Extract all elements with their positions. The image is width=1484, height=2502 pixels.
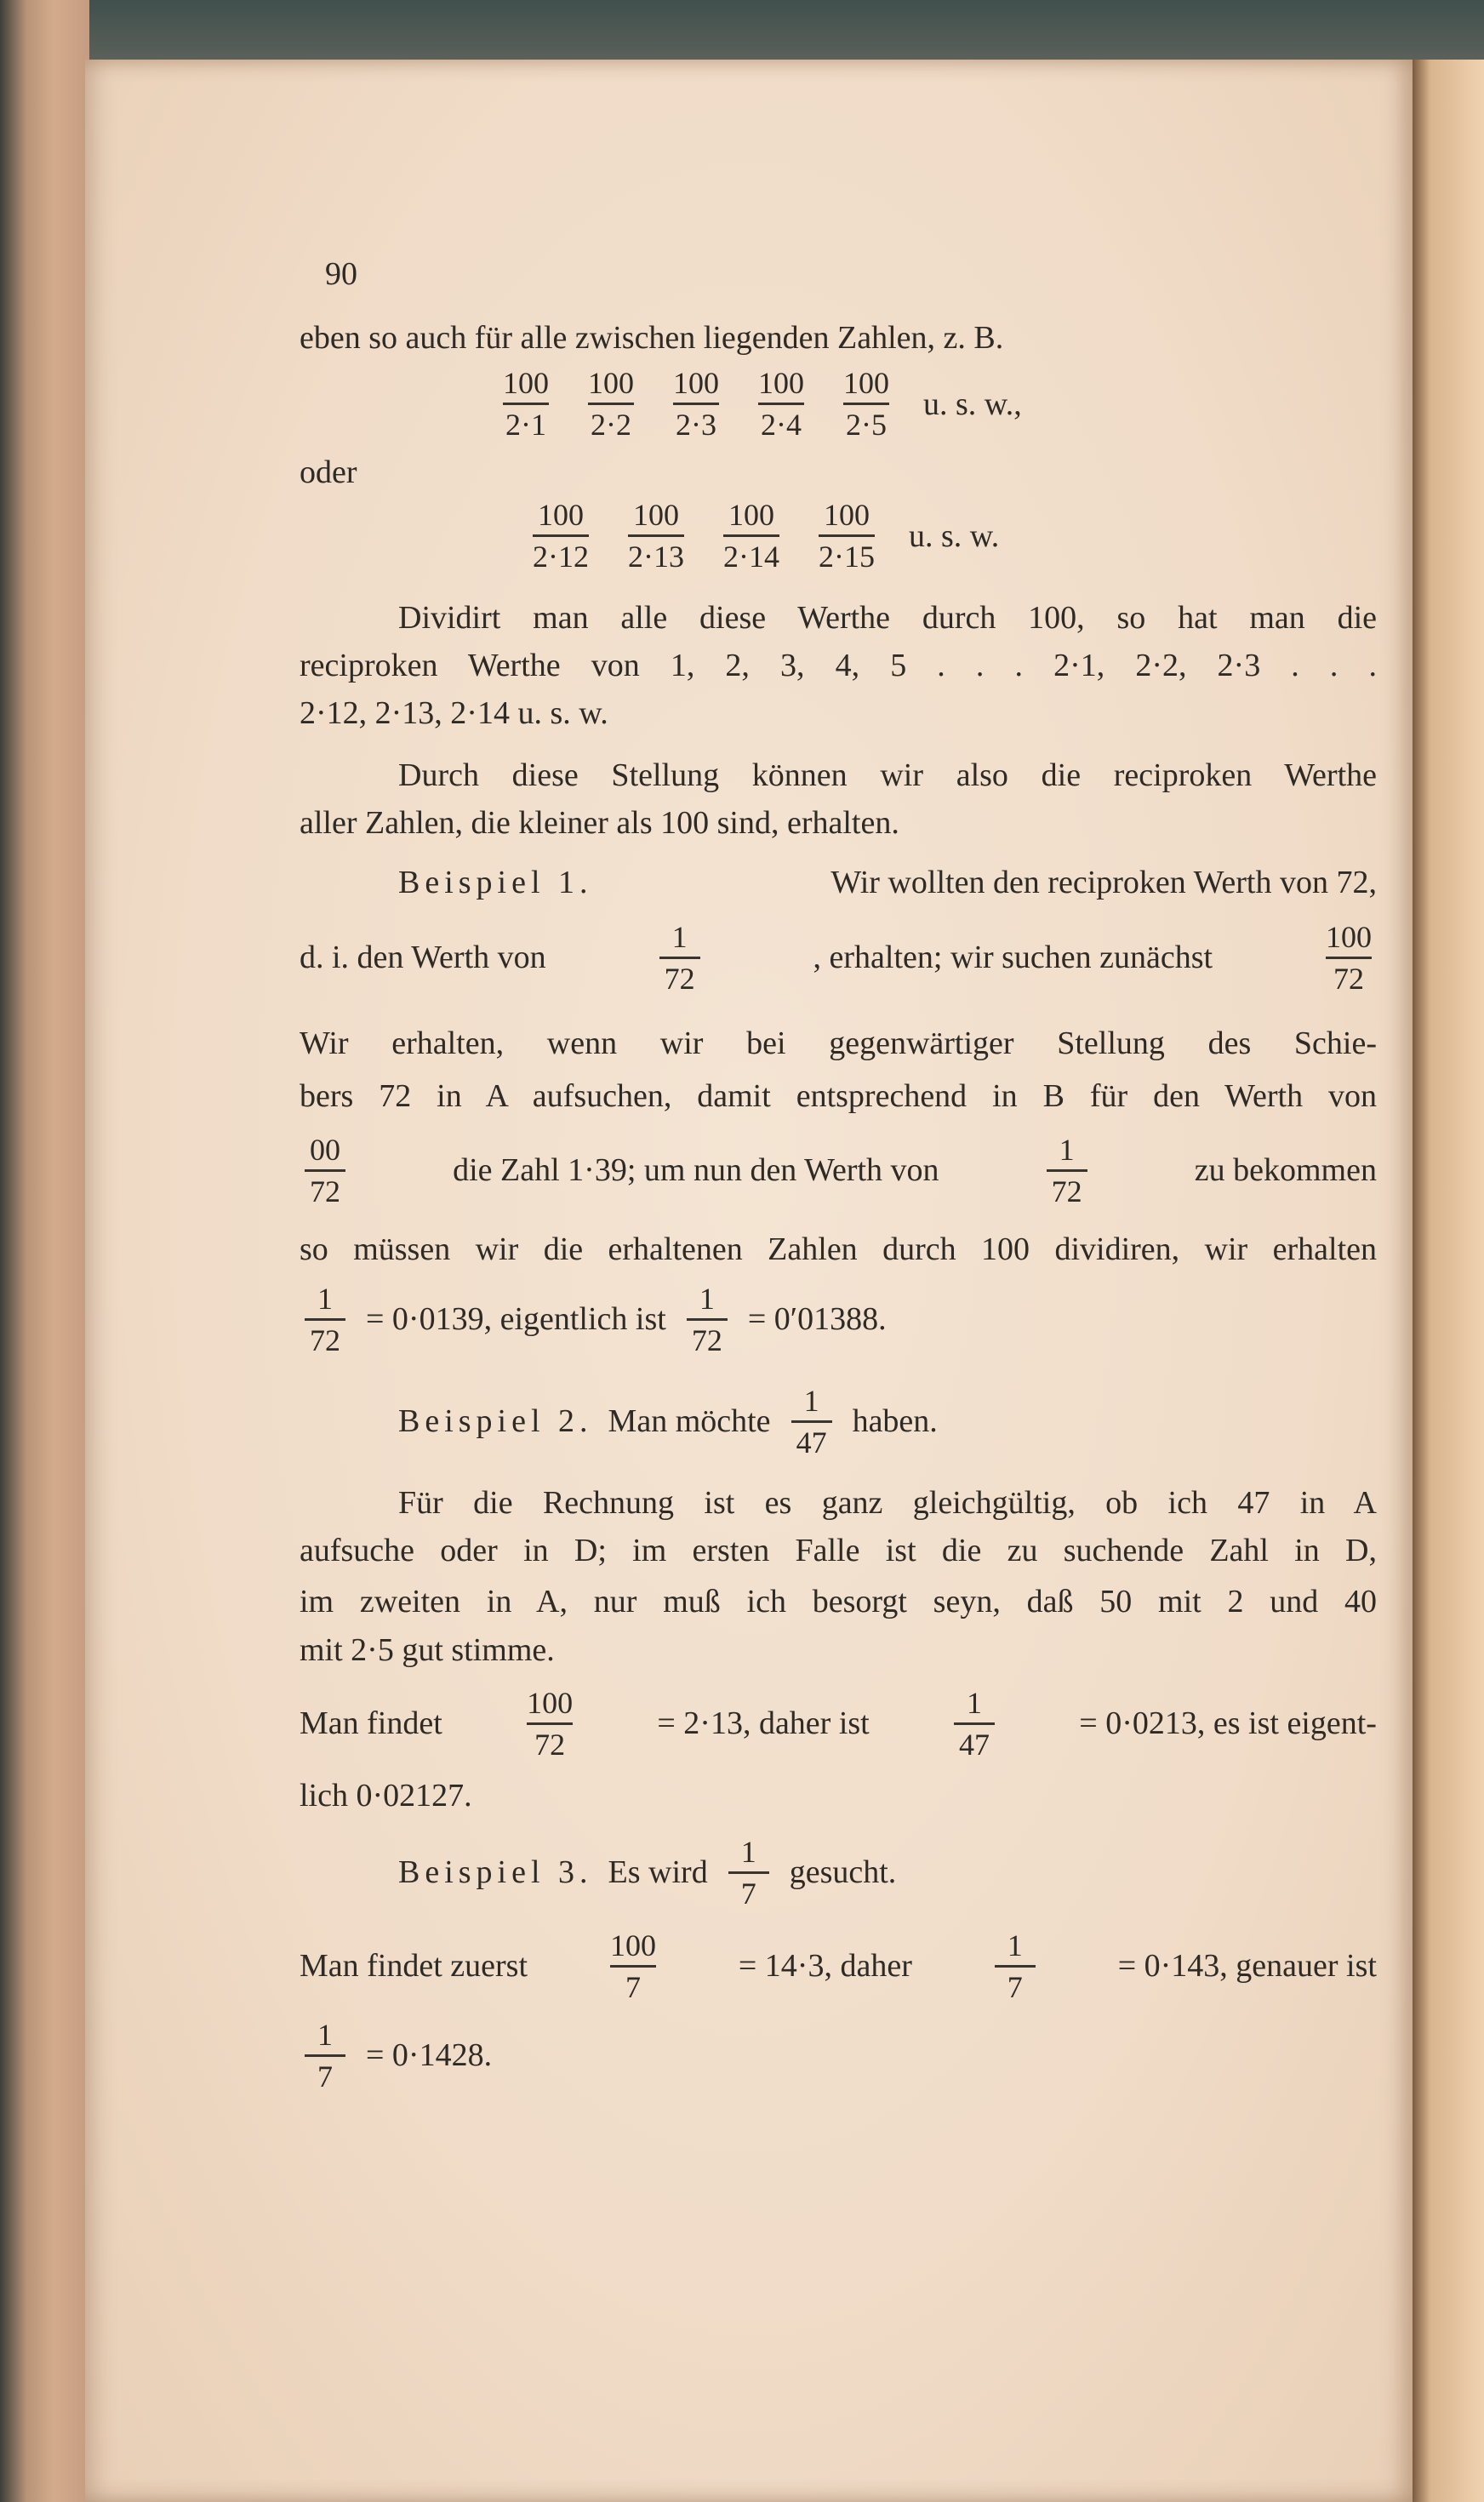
text-line: mit 2·5 gut stimme. xyxy=(300,1632,555,1668)
text-line: Für die Rechnung ist es ganz gleichgültig, ob ich 47 in A xyxy=(398,1485,1377,1521)
book-binding xyxy=(0,0,89,2502)
fraction-bar xyxy=(1047,1169,1087,1172)
text-line: Wir erhalten, wenn wir bei gegenwärtiger Stellung des Schie- xyxy=(300,1025,1377,1061)
text-line: reciproken Werthe von 1, 2, 3, 4, 5 . . . 2·1, 2·2, 2·3 . . . xyxy=(300,648,1377,683)
text-line: 2·12, 2·13, 2·14 u. s. w. xyxy=(300,695,608,731)
fraction xyxy=(588,366,634,442)
text-line xyxy=(300,1281,887,1357)
fraction-bar xyxy=(995,1965,1036,1968)
text-line: Durch diese Stellung können wir also die reciproken Werthe xyxy=(398,757,1377,793)
text: 47 xyxy=(959,1727,990,1762)
text: 100 xyxy=(633,498,679,532)
fraction xyxy=(791,1384,832,1460)
text: 1 xyxy=(671,919,688,954)
text: 2·5 xyxy=(846,408,887,442)
text: 1 xyxy=(1007,1928,1023,1962)
text: 2·12 xyxy=(533,540,589,574)
fraction-bar xyxy=(305,1318,345,1321)
text: 2·2 xyxy=(591,408,631,442)
text: = 14·3, daher xyxy=(738,1948,912,1984)
fraction xyxy=(610,1928,656,2004)
text: 7 xyxy=(740,1876,756,1911)
text: = 2·13, daher ist xyxy=(657,1705,870,1741)
fraction xyxy=(843,366,889,442)
fraction-bar xyxy=(791,1420,832,1423)
text: zu bekommen xyxy=(1194,1152,1377,1188)
text-line xyxy=(300,1928,1377,2004)
example-label: Beispiel 3. xyxy=(398,1854,593,1890)
text: 47 xyxy=(796,1425,827,1460)
text: 7 xyxy=(625,1969,641,2004)
fraction xyxy=(305,1282,345,1357)
text: 100 xyxy=(758,366,804,400)
text-line xyxy=(300,1132,1377,1208)
fraction-row-1 xyxy=(498,366,1022,442)
text: d. i. den Werth von xyxy=(300,940,546,975)
text: Wir wollten den reciproken Werth von 72, xyxy=(830,865,1377,900)
text: = 0′01388. xyxy=(747,1301,887,1337)
text: Man findet xyxy=(300,1705,442,1741)
text: die Zahl 1·39; um nun den Werth von xyxy=(453,1152,939,1188)
next-page-edge xyxy=(1413,60,1484,2502)
book-edge-top xyxy=(0,0,1484,60)
text: 100 xyxy=(728,498,774,532)
fraction xyxy=(1047,1133,1087,1208)
text: 1 xyxy=(1059,1132,1075,1167)
text: 100 xyxy=(673,366,719,400)
fraction-bar xyxy=(728,1871,769,1874)
fraction xyxy=(687,1282,728,1357)
text: gesucht. xyxy=(789,1854,897,1890)
fraction-bar xyxy=(533,534,589,537)
fraction-bar xyxy=(758,403,804,405)
fraction-row-2 xyxy=(528,498,999,574)
text: Man findet zuerst xyxy=(300,1948,528,1984)
text: = 0·0213, es ist eigent- xyxy=(1079,1705,1377,1741)
text: Es wird xyxy=(608,1854,708,1890)
text: 1 xyxy=(317,1281,333,1316)
fraction-bar xyxy=(305,1169,345,1172)
example-label: Beispiel 2. xyxy=(398,1403,593,1439)
fraction xyxy=(305,1133,345,1208)
text: 100 xyxy=(843,366,889,400)
example-3-heading xyxy=(398,1834,896,1911)
fraction-bar xyxy=(843,403,889,405)
text-line: oder xyxy=(300,454,357,490)
text-line: Dividirt man alle diese Werthe durch 100, so hat man die xyxy=(398,600,1377,636)
fraction-bar xyxy=(305,2054,345,2057)
fraction xyxy=(995,1928,1036,2004)
fraction-bar xyxy=(723,534,779,537)
fraction-bar xyxy=(1326,957,1372,959)
fraction xyxy=(503,366,549,442)
text-line: aller Zahlen, die kleiner als 100 sind, erhalten. xyxy=(300,805,899,841)
fraction-bar xyxy=(527,1722,573,1725)
text: u. s. w., xyxy=(923,386,1022,422)
text: 72 xyxy=(1051,1174,1082,1208)
text: 100 xyxy=(527,1685,574,1720)
text: 72 xyxy=(691,1322,722,1357)
text: 1 xyxy=(699,1281,715,1316)
text: 72 xyxy=(534,1727,566,1762)
fraction-bar xyxy=(628,534,684,537)
text-line: eben so auch für alle zwischen liegenden Zahlen, z. B. xyxy=(300,320,1004,356)
text: Man möchte xyxy=(608,1403,771,1439)
text-line: aufsuche oder in D; im ersten Falle ist die zu suchende Zahl in D, xyxy=(300,1533,1377,1568)
fraction xyxy=(1326,920,1372,996)
text: = 0·1428. xyxy=(366,2037,493,2073)
text: 100 xyxy=(1326,919,1372,954)
example-label: Beispiel 1. xyxy=(398,865,593,900)
fraction-bar xyxy=(673,403,719,405)
text: 1 xyxy=(803,1383,819,1418)
fraction-bar xyxy=(503,403,549,405)
page-number: 90 xyxy=(325,256,357,292)
fraction xyxy=(533,498,589,574)
text: 2·4 xyxy=(761,408,802,442)
text: 72 xyxy=(310,1174,340,1208)
text: 2·1 xyxy=(505,408,546,442)
text: 7 xyxy=(317,2059,333,2094)
text: 1 xyxy=(740,1834,756,1869)
fraction xyxy=(628,498,684,574)
text: = 0·143, genauer ist xyxy=(1117,1948,1377,1984)
text: 2·13 xyxy=(628,540,684,574)
text: 2·3 xyxy=(676,408,716,442)
text: 2·15 xyxy=(819,540,875,574)
text: 72 xyxy=(310,1322,340,1357)
text: 2·14 xyxy=(723,540,779,574)
fraction xyxy=(819,498,875,574)
text-line xyxy=(300,919,1377,996)
text: 72 xyxy=(1333,961,1364,996)
text: 100 xyxy=(503,366,549,400)
fraction-bar xyxy=(659,957,700,959)
text: 100 xyxy=(609,1928,656,1962)
text: 1 xyxy=(317,2017,333,2052)
text: 7 xyxy=(1007,1969,1023,2004)
text-line: so müssen wir die erhaltenen Zahlen durch 100 dividiren, wir erhalten xyxy=(300,1231,1377,1267)
fraction-bar xyxy=(610,1965,656,1968)
text: 00 xyxy=(310,1132,340,1167)
fraction xyxy=(954,1686,995,1762)
example-1-heading xyxy=(398,861,1377,904)
text: 1 xyxy=(967,1685,983,1720)
text: = 0·0139, eigentlich ist xyxy=(366,1301,666,1337)
fraction-bar xyxy=(819,534,875,537)
fraction xyxy=(758,366,804,442)
fraction-bar xyxy=(588,403,634,405)
text-line xyxy=(300,1685,1377,1762)
fraction xyxy=(659,920,700,996)
fraction xyxy=(673,366,719,442)
fraction-bar xyxy=(687,1318,728,1321)
example-2-heading xyxy=(398,1383,938,1460)
text: , erhalten; wir suchen zunächst xyxy=(813,940,1213,975)
text-line: lich 0·02127. xyxy=(300,1778,472,1814)
text-line: im zweiten in A, nur muß ich besorgt seyn, daß 50 mit 2 und 40 xyxy=(300,1584,1377,1619)
text-line xyxy=(300,2017,492,2094)
fraction xyxy=(305,2018,345,2094)
text: 100 xyxy=(824,498,870,532)
fraction-bar xyxy=(954,1722,995,1725)
fraction xyxy=(723,498,779,574)
text: 100 xyxy=(538,498,584,532)
fraction xyxy=(527,1686,573,1762)
text: 72 xyxy=(664,961,695,996)
text: haben. xyxy=(852,1403,938,1439)
text: 100 xyxy=(588,366,634,400)
text-line: bers 72 in A aufsuchen, damit entsprechend in B für den Werth von xyxy=(300,1078,1377,1114)
text: u. s. w. xyxy=(909,517,1000,554)
fraction xyxy=(728,1835,769,1911)
